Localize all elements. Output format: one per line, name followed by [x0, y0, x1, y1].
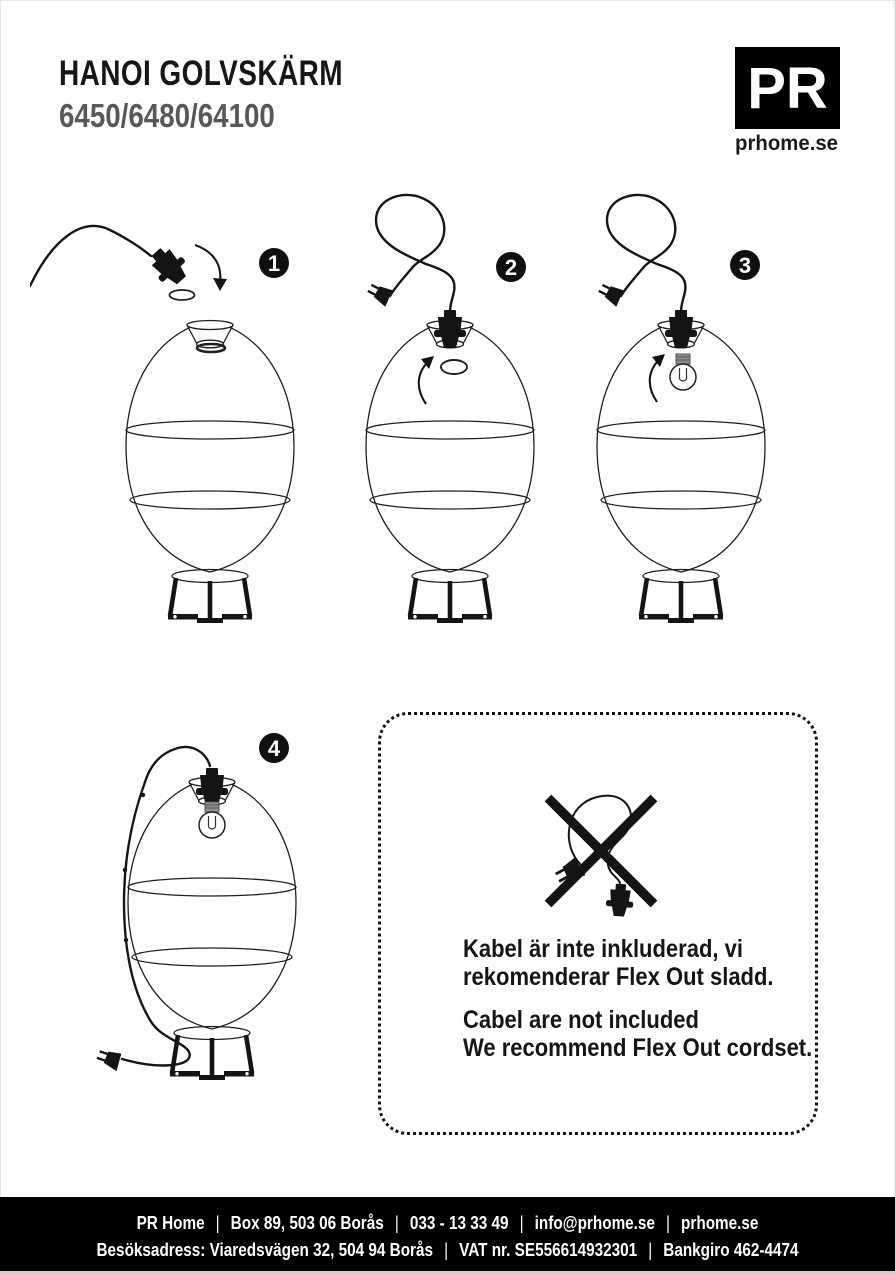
- page-title: HANOI GOLVSKÄRM: [59, 54, 343, 93]
- light-bulb-icon: [670, 354, 696, 390]
- step-number: 3: [738, 253, 752, 278]
- light-bulb-icon: [199, 802, 225, 838]
- notice-english: [463, 1006, 812, 1062]
- socket-icon: [605, 883, 634, 917]
- cord-and-plug-drawing: [365, 195, 454, 312]
- footer-separator: |: [394, 1213, 399, 1233]
- footer-vat-number: VAT nr. SE556614932301: [459, 1240, 638, 1260]
- footer-po-box: Box 89, 503 06 Borås: [230, 1213, 384, 1233]
- contact-footer: [0, 1197, 895, 1274]
- plug-icon: [95, 1046, 123, 1071]
- pr-home-logo: [735, 47, 840, 156]
- step-badge: [259, 733, 289, 763]
- footer-website: prhome.se: [681, 1213, 759, 1233]
- step-1-illustration: [30, 190, 320, 640]
- step-4-illustration: [60, 700, 360, 1130]
- footer-line-1: [67, 1210, 828, 1237]
- notice-line: rekomenderar Flex Out sladd.: [463, 963, 774, 991]
- cord-drawing: [122, 747, 210, 1066]
- no-cable-icon: [521, 771, 686, 936]
- cord-clip-icon: [124, 938, 128, 942]
- step-badge: [730, 250, 760, 280]
- notice-line: Kabel är inte inkluderad, vi: [463, 935, 743, 963]
- footer-separator: |: [215, 1213, 220, 1233]
- egg-lamp-drawing: [366, 321, 534, 623]
- step-badge: [259, 248, 289, 278]
- pr-logo-mark: PR: [735, 47, 840, 129]
- egg-lamp-drawing: [126, 321, 294, 623]
- washer-icon: [441, 360, 467, 374]
- cord-and-plug-drawing: [596, 195, 685, 312]
- arrowhead-icon: [213, 278, 227, 291]
- footer-company: PR Home: [136, 1213, 205, 1233]
- logo-website-label: prhome.se: [735, 132, 839, 155]
- footer-phone: 033 - 13 33 49: [409, 1213, 509, 1233]
- step-number: 4: [267, 736, 281, 761]
- arrow-icon: [650, 359, 660, 402]
- step-badge: [496, 252, 526, 282]
- arrow-icon: [195, 245, 220, 282]
- step-3-illustration: [575, 190, 865, 640]
- socket-icon: [144, 241, 193, 291]
- footer-separator: |: [648, 1240, 653, 1260]
- washer-icon: [170, 290, 195, 300]
- footer-bankgiro: Bankgiro 462-4474: [663, 1240, 799, 1260]
- notice-line: We recommend Flex Out cordset.: [463, 1034, 813, 1062]
- model-numbers: 6450/6480/64100: [59, 97, 275, 134]
- footer-separator: |: [444, 1240, 449, 1260]
- notice-swedish: [463, 935, 774, 991]
- footer-visit-address: Besöksadress: Viaredsvägen 32, 504 94 Borås: [96, 1240, 434, 1260]
- cord-drawing: [30, 226, 151, 286]
- cord-clip-icon: [141, 793, 145, 797]
- footer-line-2: [67, 1237, 828, 1264]
- footer-separator: |: [519, 1213, 524, 1233]
- arrow-icon: [419, 361, 429, 404]
- cord-clip-icon: [123, 868, 127, 872]
- socket-icon: [196, 768, 228, 806]
- step-number: 2: [504, 255, 518, 280]
- notice-line: Cabel are not included: [463, 1006, 699, 1034]
- cable-notice-box: [378, 712, 818, 1135]
- footer-email: info@prhome.se: [534, 1213, 655, 1233]
- footer-separator: |: [666, 1213, 671, 1233]
- step-number: 1: [267, 251, 281, 276]
- cross-out-icon: [548, 798, 654, 904]
